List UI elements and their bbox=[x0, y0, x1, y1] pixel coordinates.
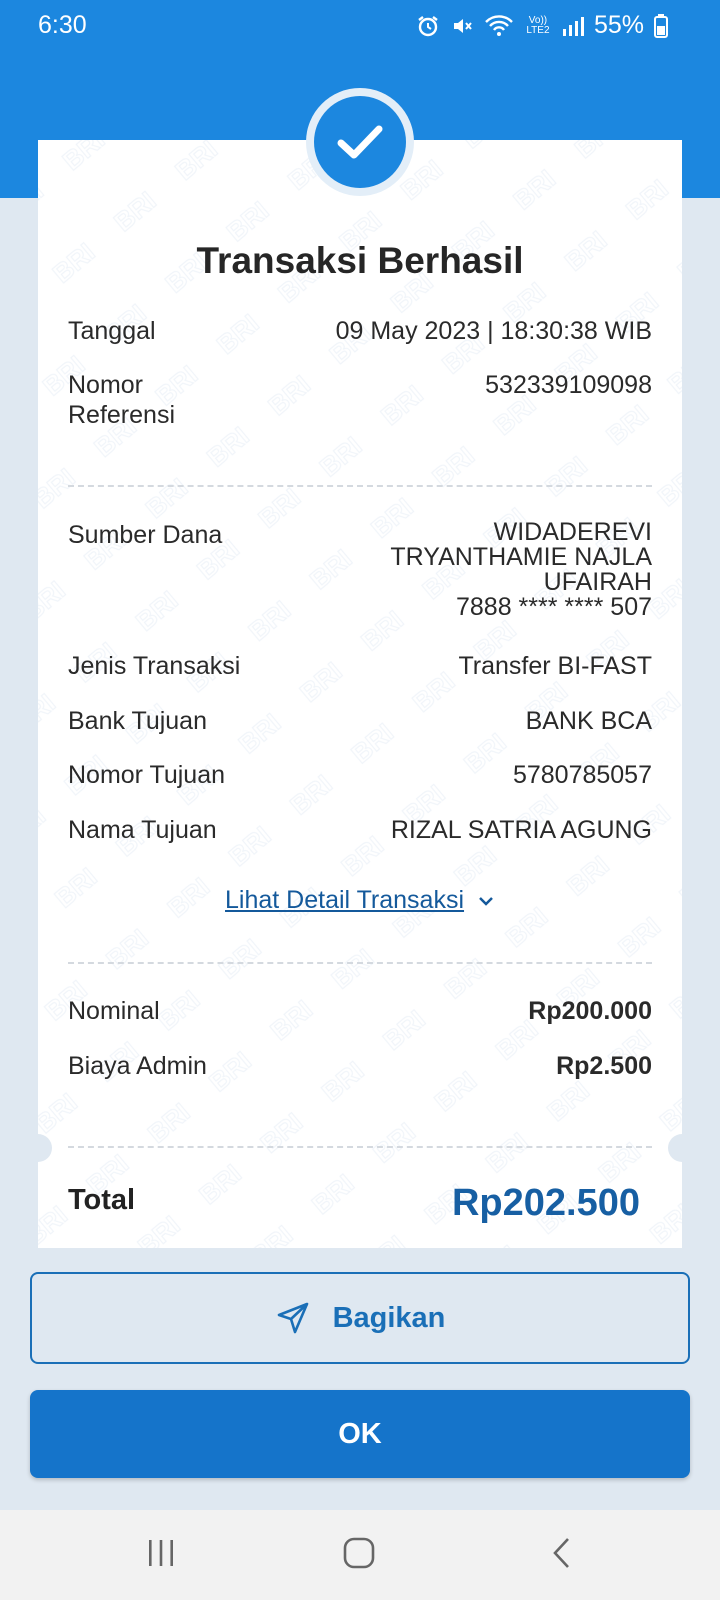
row-sumber-dana bbox=[68, 520, 652, 620]
row-label: Nomor Referensi bbox=[68, 371, 175, 429]
ok-button[interactable] bbox=[30, 1390, 690, 1478]
success-circle bbox=[314, 96, 406, 188]
row-value: 09 May 2023 | 18:30:38 WIB bbox=[335, 317, 652, 345]
chevron-down-icon bbox=[477, 894, 495, 908]
total-label: Total bbox=[68, 1184, 136, 1216]
row-value: BANK BCA bbox=[525, 707, 652, 735]
row-label: Sumber Dana bbox=[68, 521, 223, 549]
alarm-icon bbox=[416, 14, 440, 38]
row-label: Bank Tujuan bbox=[68, 707, 207, 735]
row-label: Tanggal bbox=[68, 317, 156, 345]
row-nomor-referensi bbox=[68, 370, 652, 430]
wifi-icon bbox=[484, 14, 514, 38]
row-bank-tujuan bbox=[68, 706, 652, 736]
receipt-card bbox=[38, 140, 682, 1248]
status-time: 6:30 bbox=[38, 11, 87, 39]
row-value: RIZAL SATRIA AGUNG bbox=[390, 816, 652, 844]
network-label: Vo)) LTE2 bbox=[526, 14, 550, 36]
success-badge bbox=[306, 88, 414, 196]
checkmark-icon bbox=[336, 122, 384, 162]
share-button-label: Bagikan bbox=[332, 1301, 446, 1334]
row-biaya-admin bbox=[68, 1051, 652, 1081]
source-name-line1: WIDADEREVI bbox=[493, 518, 652, 546]
signal-icon bbox=[562, 15, 584, 37]
status-bar bbox=[0, 0, 720, 52]
detail-transaction-link[interactable] bbox=[0, 886, 720, 915]
source-name-line3: UFAIRAH bbox=[543, 568, 652, 596]
status-icons bbox=[416, 11, 668, 40]
divider bbox=[68, 485, 652, 487]
receipt-notch-right bbox=[668, 1134, 696, 1162]
receipt-notch-left bbox=[24, 1134, 52, 1162]
row-nominal bbox=[68, 996, 652, 1026]
bri-watermark bbox=[38, 140, 682, 1248]
row-nama-tujuan bbox=[68, 815, 652, 845]
ok-button-label: OK bbox=[338, 1417, 382, 1450]
row-value bbox=[268, 520, 652, 620]
divider bbox=[68, 962, 652, 964]
row-label: Nama Tujuan bbox=[68, 816, 217, 844]
row-label: Nominal bbox=[68, 997, 160, 1025]
row-value: Rp200.000 bbox=[528, 997, 652, 1025]
mute-icon bbox=[450, 14, 474, 38]
battery-percent: 55% bbox=[593, 11, 644, 39]
row-value: Transfer BI-FAST bbox=[458, 652, 652, 680]
battery-icon bbox=[654, 14, 668, 38]
row-label: Biaya Admin bbox=[68, 1052, 207, 1080]
send-icon bbox=[275, 1300, 311, 1336]
row-nomor-tujuan bbox=[68, 760, 652, 790]
source-account: 7888 **** **** 507 bbox=[456, 593, 652, 621]
page-title: Transaksi Berhasil bbox=[196, 240, 524, 281]
row-label: Jenis Transaksi bbox=[68, 652, 241, 680]
row-tanggal bbox=[68, 316, 652, 346]
home-icon[interactable] bbox=[342, 1536, 376, 1570]
row-value: 5780785057 bbox=[512, 761, 652, 789]
total-value: Rp202.500 bbox=[451, 1182, 640, 1224]
recent-apps-icon[interactable] bbox=[146, 1536, 176, 1570]
back-icon[interactable] bbox=[550, 1536, 574, 1570]
share-button[interactable] bbox=[30, 1272, 690, 1364]
row-value: 532339109098 bbox=[485, 371, 652, 399]
system-nav-bar bbox=[0, 1510, 720, 1600]
detail-link-label: Lihat Detail Transaksi bbox=[225, 886, 465, 914]
row-label: Nomor Tujuan bbox=[68, 761, 226, 789]
source-name-line2: TRYANTHAMIE NAJLA bbox=[390, 543, 652, 571]
row-value: Rp2.500 bbox=[556, 1052, 652, 1080]
divider bbox=[68, 1146, 652, 1148]
row-jenis-transaksi bbox=[68, 651, 652, 681]
